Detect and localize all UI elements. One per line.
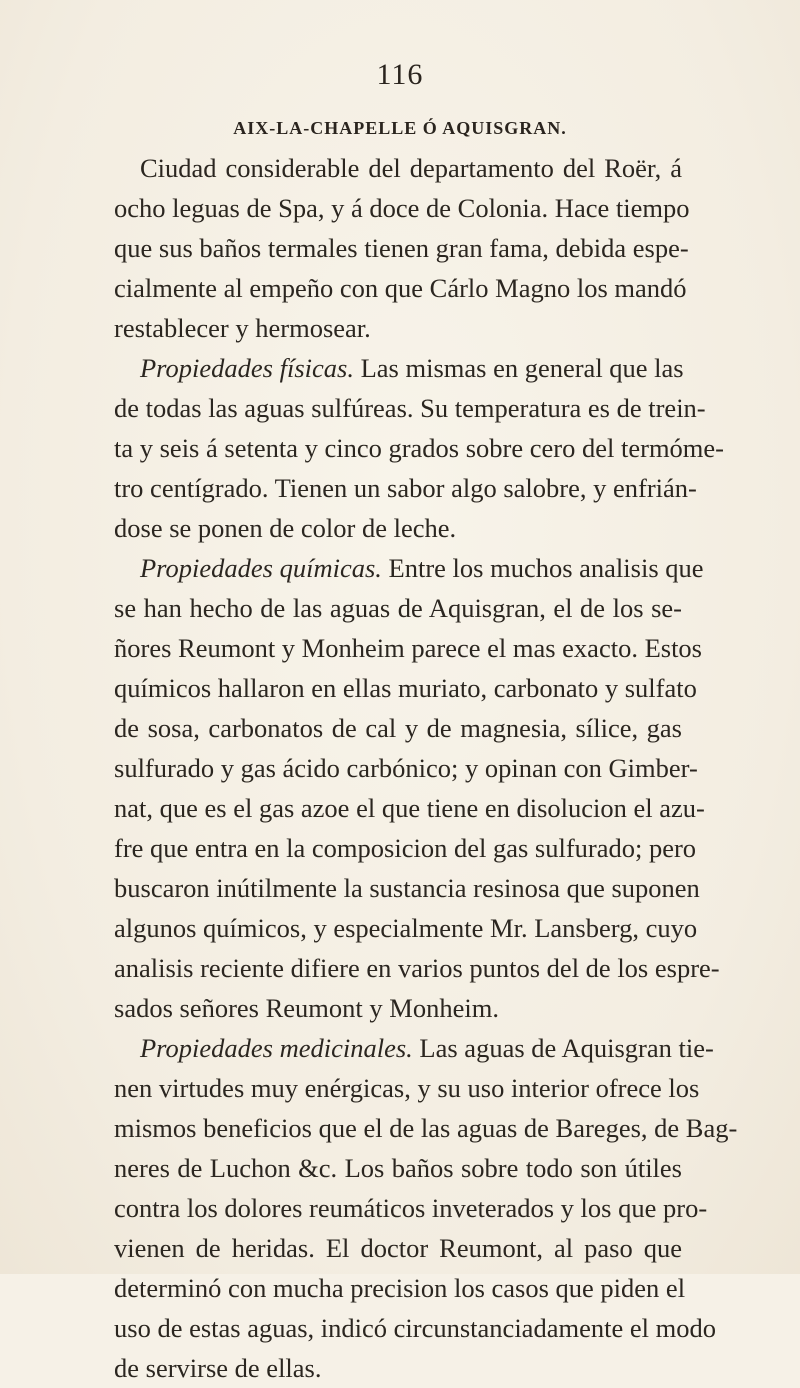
text-line	[114, 268, 687, 308]
line-text: ocho leguas de Spa, y á doce de Colonia. Hace tiempo	[114, 193, 690, 223]
line-text: ñores Reumont y Monheim parece el mas exacto. Estos	[114, 633, 702, 663]
line-text: analisis reciente difiere en varios puntos del de los espre-	[114, 953, 720, 983]
text-line	[114, 148, 682, 188]
line-text: nen virtudes muy enérgicas, y su uso interior ofrece los	[114, 1073, 700, 1103]
text-line	[114, 628, 702, 668]
line-text: Entre los muchos analisis que	[381, 553, 704, 583]
line-text: determinó con mucha precision los casos que piden el	[114, 1273, 686, 1303]
line-text: tro centígrado. Tienen un sabor algo salobre, y enfrián-	[114, 473, 697, 503]
section-heading: Propiedades medicinales.	[140, 1033, 413, 1063]
line-text: mismos beneficios que el de las aguas de Bareges, de Bag-	[114, 1113, 738, 1143]
text-line	[114, 708, 682, 748]
line-text: Las aguas de Aquisgran tie-	[412, 1033, 714, 1063]
text-line	[114, 828, 697, 868]
text-line	[114, 1068, 700, 1108]
line-text: vienen de heridas. El doctor Reumont, al paso que	[114, 1233, 682, 1263]
text-line	[114, 228, 689, 268]
text-line	[114, 908, 698, 948]
line-text: que sus baños termales tienen gran fama, debida espe-	[114, 233, 689, 263]
line-text: de todas las aguas sulfúreas. Su temperatura es de trein-	[114, 393, 706, 423]
text-line	[114, 1268, 686, 1308]
line-text: neres de Luchon &c. Los baños sobre todo son útiles	[114, 1153, 682, 1183]
text-line	[114, 1308, 716, 1348]
line-text: químicos hallaron en ellas muriato, carbonato y sulfato	[114, 673, 697, 703]
text-line	[114, 1188, 708, 1228]
text-line	[114, 188, 690, 228]
text-line	[114, 308, 682, 348]
text-line	[114, 348, 682, 388]
text-line	[114, 1228, 682, 1268]
text-line	[114, 428, 725, 468]
line-text: ta y seis á setenta y cinco grados sobre cero del termóme-	[114, 433, 725, 463]
text-line	[114, 1108, 738, 1148]
text-line	[114, 668, 697, 708]
text-line	[114, 1148, 682, 1188]
text-line	[114, 1348, 682, 1388]
line-text: de sosa, carbonatos de cal y de magnesia, sílice, gas	[114, 713, 682, 743]
text-line	[114, 388, 706, 428]
line-text: sulfurado y gas ácido carbónico; y opinan con Gimber-	[114, 753, 698, 783]
text-line	[114, 468, 697, 508]
section-heading: Propiedades químicas.	[140, 553, 382, 583]
text-line	[114, 548, 704, 588]
text-line	[114, 788, 705, 828]
line-text: Ciudad considerable del departamento del Roër, á	[140, 153, 682, 183]
line-text: se han hecho de las aguas de Aquisgran, el de los se-	[114, 593, 682, 623]
line-text: fre que entra en la composicion del gas sulfurado; pero	[114, 833, 697, 863]
line-text: sados señores Reumont y Monheim.	[114, 993, 499, 1023]
text-line	[114, 588, 682, 628]
line-text: Las mismas en general que las	[353, 353, 684, 383]
body-text	[114, 148, 738, 1388]
line-text: de servirse de ellas.	[114, 1353, 322, 1383]
running-title: AIX-LA-CHAPELLE Ó AQUISGRAN.	[233, 118, 567, 138]
text-line	[114, 948, 720, 988]
line-text: restablecer y hermosear.	[114, 313, 371, 343]
text-line	[114, 748, 698, 788]
text-line	[114, 988, 682, 1028]
text-line	[114, 508, 682, 548]
text-line	[114, 868, 700, 908]
line-text: contra los dolores reumáticos inveterados y los que pro-	[114, 1193, 708, 1223]
line-text: uso de estas aguas, indicó circunstanciadamente el modo	[114, 1313, 716, 1343]
text-line	[114, 1028, 714, 1068]
line-text: buscaron inútilmente la sustancia resinosa que suponen	[114, 873, 700, 903]
line-text: cialmente al empeño con que Cárlo Magno los mandó	[114, 273, 687, 303]
page-number: 116	[376, 58, 424, 91]
line-text: dose se ponen de color de leche.	[114, 513, 457, 543]
line-text: algunos químicos, y especialmente Mr. Lansberg, cuyo	[114, 913, 698, 943]
section-heading: Propiedades físicas.	[140, 353, 354, 383]
line-text: nat, que es el gas azoe el que tiene en disolucion el azu-	[114, 793, 705, 823]
